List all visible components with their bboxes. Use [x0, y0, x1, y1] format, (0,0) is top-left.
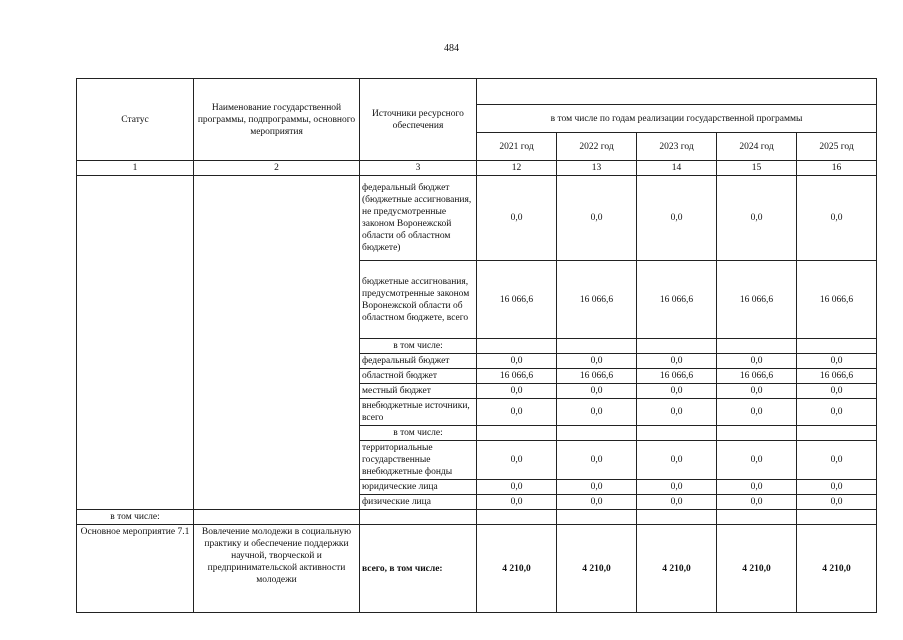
value-cell: [717, 426, 797, 441]
event-value: 4 210,0: [477, 525, 557, 613]
page-number: 484: [444, 43, 459, 54]
value-cell: 0,0: [637, 495, 717, 510]
value-cell: [797, 426, 877, 441]
value-cell: 0,0: [557, 441, 637, 480]
col-num: 2: [194, 161, 360, 176]
header-status: Статус: [77, 79, 194, 161]
value-cell: 0,0: [557, 495, 637, 510]
event-source: всего, в том числе:: [360, 525, 477, 613]
empty-cell: [360, 510, 477, 525]
header-name: Наименование государственной программы, подпрограммы, основного мероприятия: [194, 79, 360, 161]
source-label: физические лица: [360, 495, 477, 510]
source-label: федеральный бюджет: [360, 354, 477, 369]
source-label: юридические лица: [360, 480, 477, 495]
value-cell: 0,0: [637, 354, 717, 369]
value-cell: 0,0: [557, 480, 637, 495]
value-cell: 0,0: [477, 399, 557, 426]
empty-cell: [717, 510, 797, 525]
empty-cell: [637, 510, 717, 525]
value-cell: 0,0: [557, 399, 637, 426]
col-num: 12: [477, 161, 557, 176]
status-cell-empty: [77, 176, 194, 510]
value-cell: 16 066,6: [797, 369, 877, 384]
value-cell: 16 066,6: [477, 261, 557, 339]
value-cell: 0,0: [717, 480, 797, 495]
value-cell: 0,0: [477, 176, 557, 261]
value-cell: 16 066,6: [797, 261, 877, 339]
value-cell: 0,0: [477, 354, 557, 369]
source-label: бюджетные ассигнования, предусмотренные законом Воронежской области об областном бюджете, всего: [360, 261, 477, 339]
table-row: [77, 176, 877, 261]
value-cell: 0,0: [477, 495, 557, 510]
event-name: Вовлечение молодежи в социальную практику и обеспечение поддержки научной, творческой и предпринимательской активности молодежи: [194, 525, 360, 613]
value-cell: 16 066,6: [557, 369, 637, 384]
event-status: Основное мероприятие 7.1: [77, 525, 194, 613]
empty-cell: [194, 510, 360, 525]
source-label: территориальные государственные внебюджетные фонды: [360, 441, 477, 480]
event-value: 4 210,0: [797, 525, 877, 613]
header-year: 2021 год: [477, 133, 557, 161]
value-cell: 0,0: [717, 399, 797, 426]
value-cell: 0,0: [477, 384, 557, 399]
event-value: 4 210,0: [637, 525, 717, 613]
empty-cell: [477, 510, 557, 525]
value-cell: [637, 339, 717, 354]
value-cell: 0,0: [477, 441, 557, 480]
col-num: 16: [797, 161, 877, 176]
value-cell: 16 066,6: [637, 369, 717, 384]
value-cell: 16 066,6: [717, 369, 797, 384]
value-cell: 0,0: [717, 384, 797, 399]
source-label: внебюджетные источники, всего: [360, 399, 477, 426]
value-cell: 16 066,6: [557, 261, 637, 339]
name-cell-empty: [194, 176, 360, 510]
source-label: федеральный бюджет (бюджетные ассигнования, не предусмотренные законом Воронежской области об областном бюджете): [360, 176, 477, 261]
value-cell: 0,0: [557, 176, 637, 261]
empty-cell: [797, 510, 877, 525]
value-cell: 0,0: [637, 399, 717, 426]
col-num: 15: [717, 161, 797, 176]
event-value: 4 210,0: [717, 525, 797, 613]
value-cell: 0,0: [637, 480, 717, 495]
col-num: 14: [637, 161, 717, 176]
col-num: 3: [360, 161, 477, 176]
resource-table: [76, 78, 877, 613]
value-cell: 0,0: [477, 480, 557, 495]
value-cell: 0,0: [557, 384, 637, 399]
header-year: 2023 год: [637, 133, 717, 161]
header-by-years: в том числе по годам реализации государственной программы: [477, 105, 877, 133]
value-cell: 0,0: [637, 176, 717, 261]
header-year: 2024 год: [717, 133, 797, 161]
value-cell: 16 066,6: [477, 369, 557, 384]
event-row: [77, 525, 877, 613]
value-cell: 0,0: [717, 495, 797, 510]
value-cell: [637, 426, 717, 441]
source-label: в том числе:: [360, 426, 477, 441]
value-cell: 0,0: [797, 354, 877, 369]
value-cell: 0,0: [637, 441, 717, 480]
value-cell: [717, 339, 797, 354]
value-cell: [557, 339, 637, 354]
value-cell: 0,0: [637, 384, 717, 399]
source-label: в том числе:: [360, 339, 477, 354]
header-blank: [477, 79, 877, 105]
value-cell: 0,0: [797, 176, 877, 261]
value-cell: 0,0: [557, 354, 637, 369]
header-year: 2022 год: [557, 133, 637, 161]
empty-cell: [557, 510, 637, 525]
value-cell: 0,0: [797, 480, 877, 495]
value-cell: 16 066,6: [717, 261, 797, 339]
value-cell: [477, 339, 557, 354]
value-cell: 0,0: [797, 399, 877, 426]
value-cell: [557, 426, 637, 441]
value-cell: 0,0: [717, 441, 797, 480]
value-cell: 0,0: [797, 441, 877, 480]
value-cell: [797, 339, 877, 354]
value-cell: 0,0: [717, 176, 797, 261]
value-cell: 0,0: [717, 354, 797, 369]
value-cell: [477, 426, 557, 441]
event-value: 4 210,0: [557, 525, 637, 613]
header-sources: Источники ресурсного обеспечения: [360, 79, 477, 161]
value-cell: 0,0: [797, 495, 877, 510]
value-cell: 16 066,6: [637, 261, 717, 339]
col-num: 1: [77, 161, 194, 176]
vtom-label: в том числе:: [77, 510, 194, 525]
source-label: местный бюджет: [360, 384, 477, 399]
value-cell: 0,0: [797, 384, 877, 399]
table-row: [77, 510, 877, 525]
source-label: областной бюджет: [360, 369, 477, 384]
header-year: 2025 год: [797, 133, 877, 161]
col-num: 13: [557, 161, 637, 176]
